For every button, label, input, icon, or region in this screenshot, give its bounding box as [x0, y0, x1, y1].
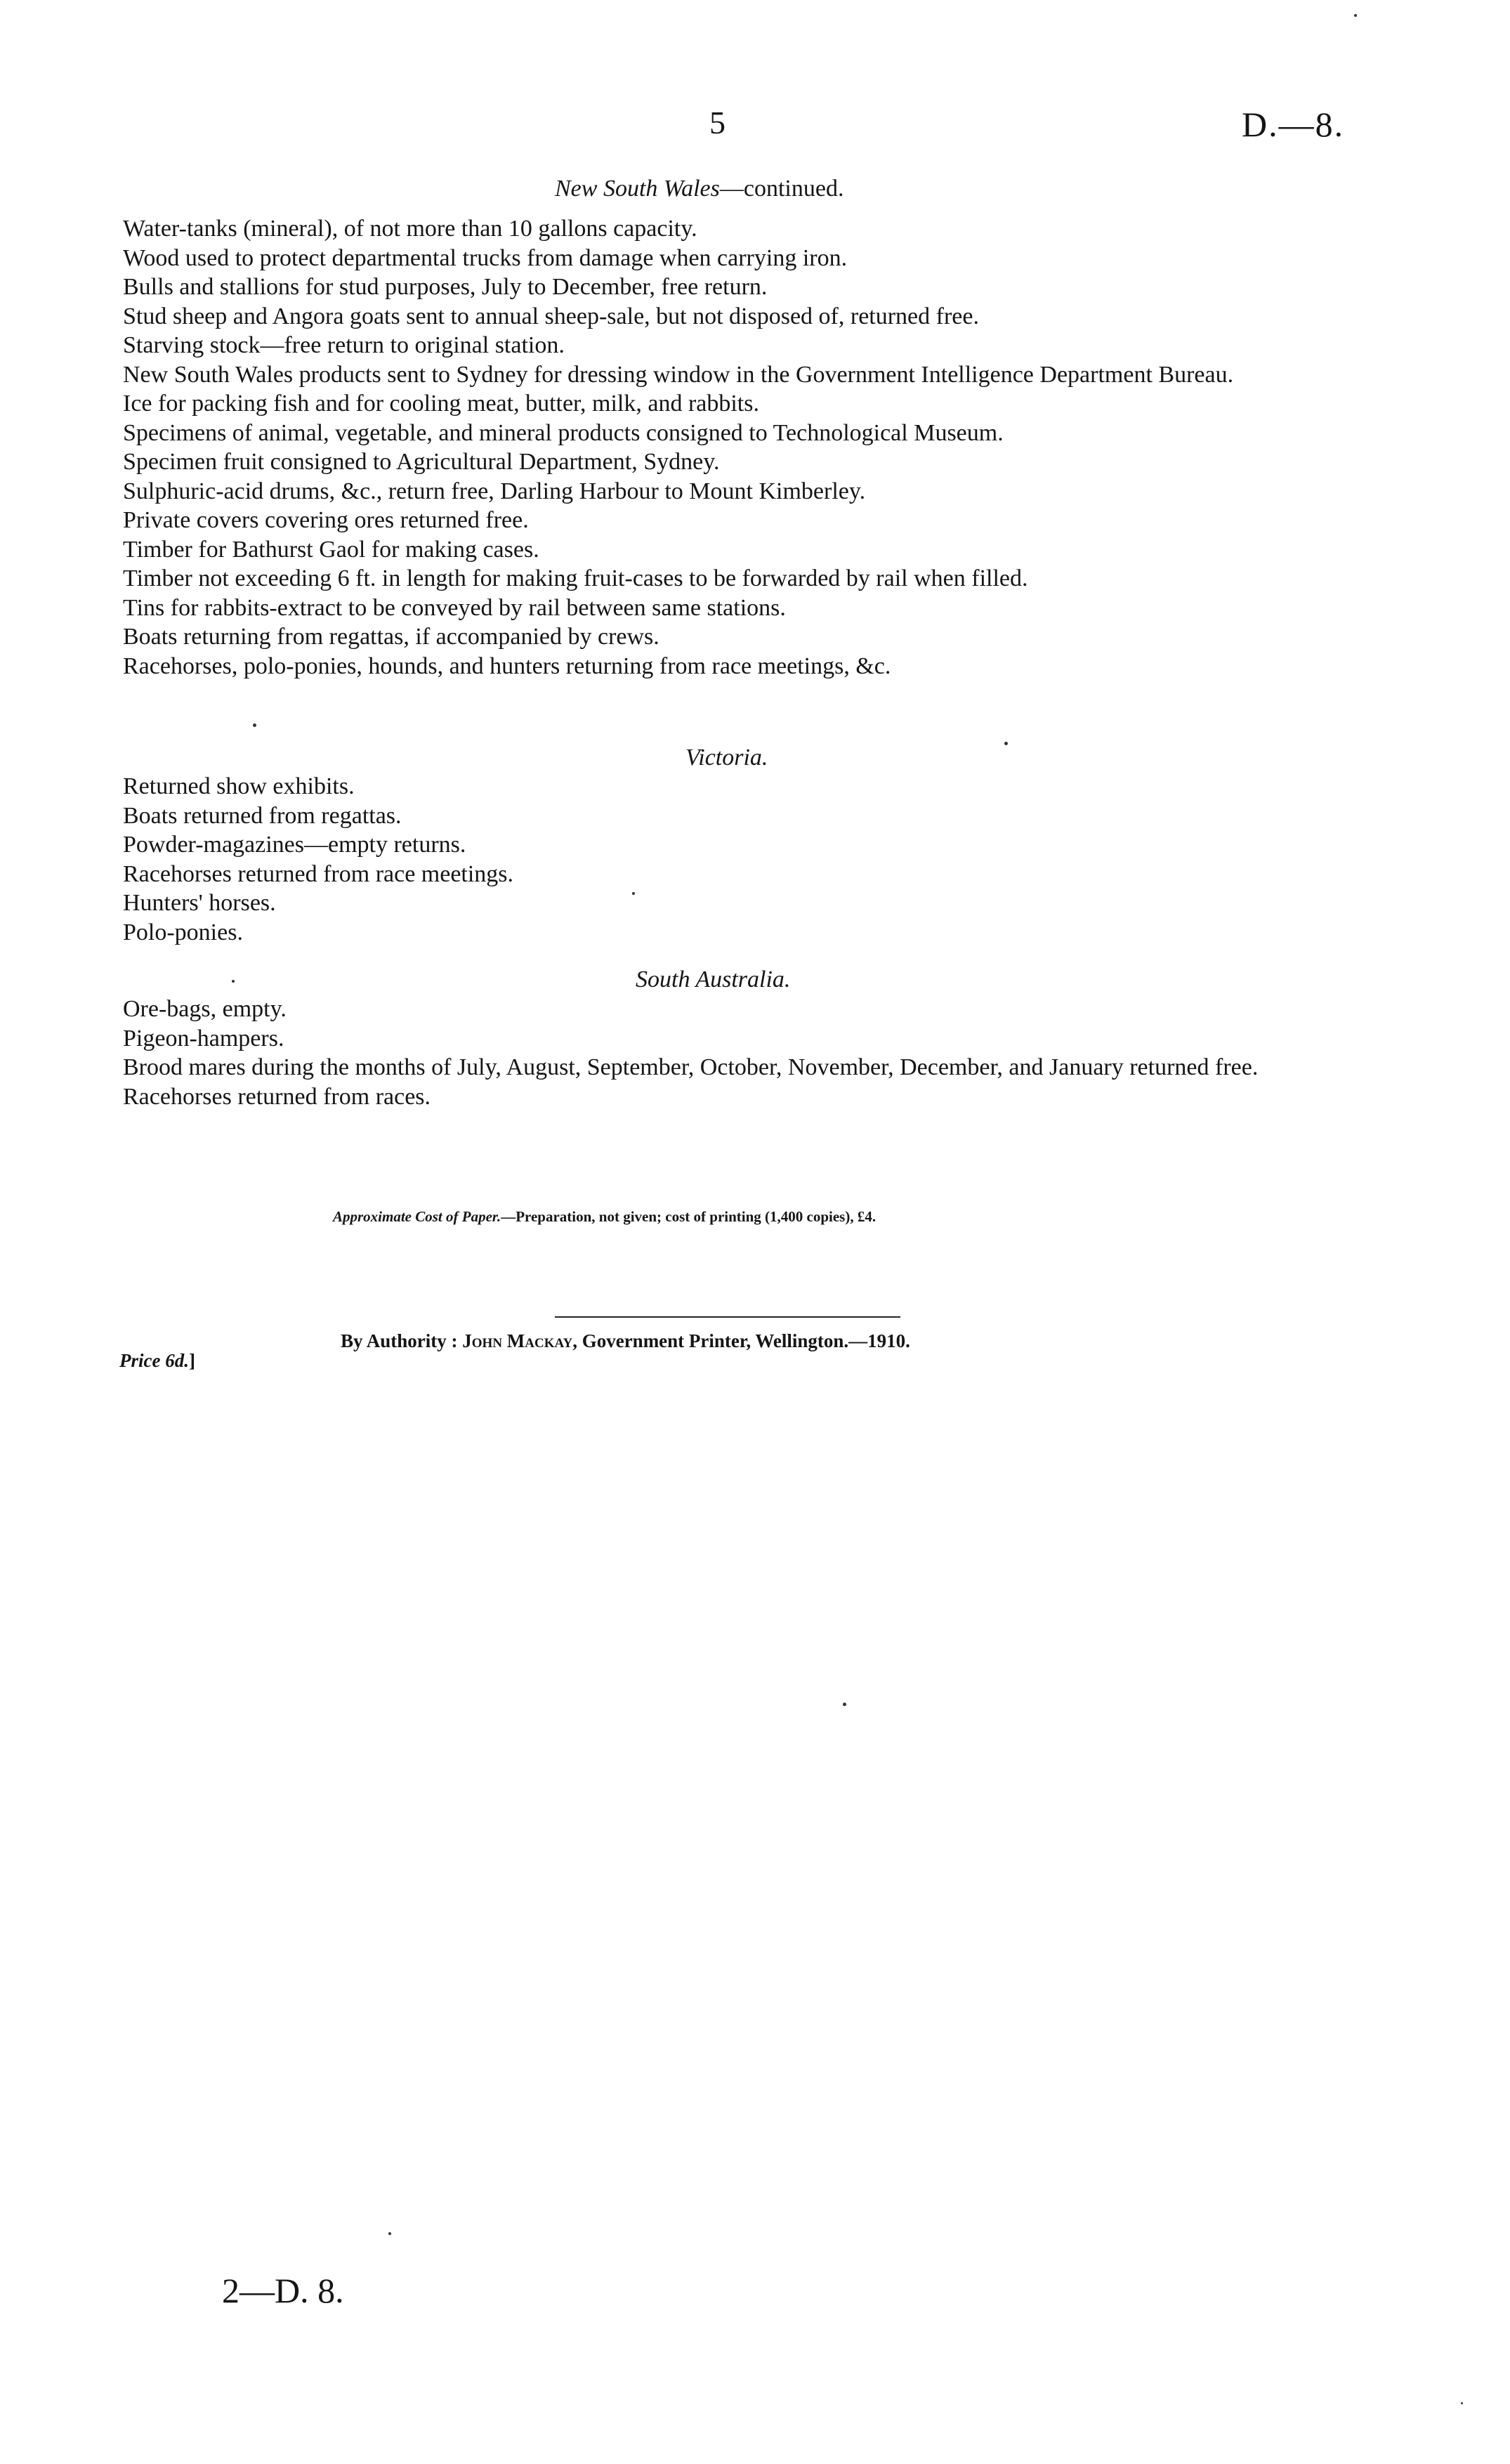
list-item: Racehorses, polo-ponies, hounds, and hunters returning from race meetings, &c. — [123, 653, 891, 679]
list-item: Water-tanks (mineral), of not more than 10 gallons capacity. — [123, 216, 697, 242]
list-item: Stud sheep and Angora goats sent to annual sheep-sale, but not disposed of, returned free. — [123, 303, 979, 329]
cost-note-label: Approximate Cost of Paper. — [333, 1208, 501, 1225]
scan-speck — [388, 2232, 391, 2235]
section-heading-suffix: —continued. — [719, 176, 844, 202]
list-item: Ice for packing fish and for cooling meat, butter, milk, and rabbits. — [123, 391, 759, 417]
section-heading-title: New South Wales — [555, 176, 720, 202]
list-item: Timber not exceeding 6 ft. in length for making fruit-cases to be forwarded by rail when filled. — [123, 565, 1028, 591]
imprint-suffix: , Government Printer, Wellington.—1910. — [572, 1330, 910, 1351]
imprint-rule — [555, 1316, 900, 1318]
item-list-south-australia — [123, 995, 1338, 1111]
item-list-new-south-wales — [123, 214, 1338, 681]
list-item: Boats returning from regattas, if accompanied by crews. — [123, 624, 659, 650]
list-item: Ore-bags, empty. — [123, 996, 287, 1022]
list-item: Bulls and stallions for stud purposes, July to December, free return. — [123, 274, 768, 300]
list-item: Racehorses returned from race meetings. — [123, 860, 514, 887]
section-heading-south-australia: South Australia. — [636, 966, 791, 992]
price-note — [119, 1350, 195, 1372]
list-item: Wood used to protect departmental trucks from damage when carrying iron. — [123, 244, 848, 271]
scan-speck — [253, 723, 256, 727]
scan-speck — [232, 980, 235, 983]
list-item: New South Wales products sent to Sydney for dressing window in the Government Intelligence Department Bureau. — [123, 361, 1234, 388]
list-item: Pigeon-hampers. — [123, 1025, 284, 1051]
list-item: Specimen fruit consigned to Agricultural Department, Sydney. — [123, 449, 720, 475]
signature-mark: 2—D. 8. — [222, 2271, 344, 2310]
scan-speck — [1354, 14, 1357, 17]
printer-name: John Mackay — [462, 1330, 573, 1351]
list-item: Timber for Bathurst Gaol for making cases. — [123, 536, 539, 563]
section-heading-new-south-wales — [555, 176, 843, 202]
scan-speck — [843, 1703, 846, 1706]
list-item: Powder-magazines—empty returns. — [123, 832, 466, 858]
list-item: Boats returned from regattas. — [123, 802, 402, 829]
list-item: Polo-ponies. — [123, 919, 243, 945]
list-item: Private covers covering ores returned free. — [123, 507, 529, 533]
page-number: 5 — [709, 105, 726, 140]
list-item: Specimens of animal, vegetable, and mineral products consigned to Technological Museum. — [123, 419, 1004, 446]
list-item: Tins for rabbits-extract to be conveyed by rail between same stations. — [123, 594, 786, 621]
cost-note — [333, 1208, 876, 1226]
list-item: Starving stock—free return to original station. — [123, 332, 565, 358]
document-reference: D.—8. — [1242, 105, 1345, 144]
scan-speck — [1461, 2402, 1463, 2404]
price-bracket: ] — [188, 1350, 195, 1371]
printer-imprint — [341, 1330, 910, 1352]
list-item: Returned show exhibits. — [123, 773, 355, 799]
item-list-victoria — [123, 772, 1338, 947]
imprint-prefix: By Authority : — [341, 1330, 463, 1351]
list-item: Hunters' horses. — [123, 890, 276, 916]
section-heading-victoria: Victoria. — [685, 745, 768, 771]
scan-speck — [1004, 742, 1008, 745]
cost-note-text: —Preparation, not given; cost of printing (1,400 copies), £4. — [501, 1208, 877, 1225]
list-item: Brood mares during the months of July, August, September, October, November, December, and January returned free. — [123, 1054, 1259, 1080]
list-item: Sulphuric-acid drums, &c., return free, Darling Harbour to Mount Kimberley. — [123, 478, 866, 504]
list-item: Racehorses returned from races. — [123, 1083, 431, 1110]
scan-speck — [632, 892, 635, 895]
price-text: Price 6d. — [119, 1350, 189, 1371]
